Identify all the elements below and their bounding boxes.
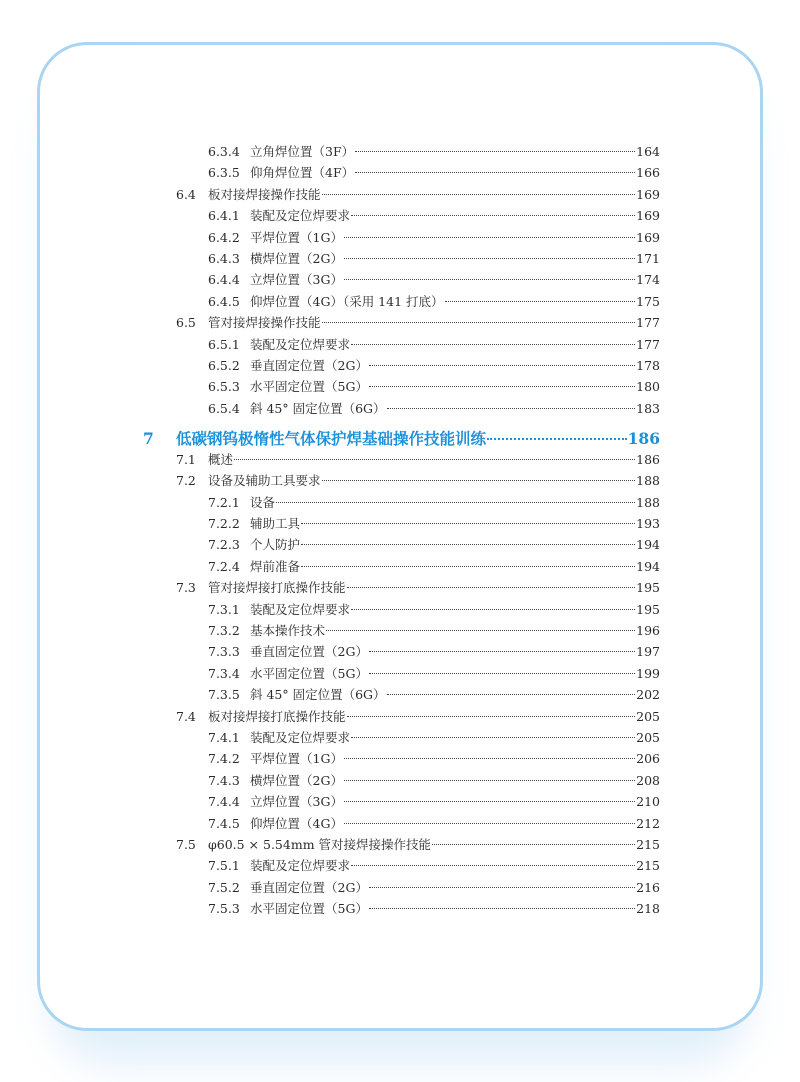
toc-entry[interactable]: [176, 577, 660, 598]
entry-title: 水平固定位置（5G）: [250, 901, 368, 917]
entry-number: 7.4.2: [208, 751, 240, 767]
dot-leader: [369, 908, 635, 909]
page-number: 166: [636, 165, 660, 181]
toc-entry[interactable]: [208, 248, 660, 269]
dot-leader: [347, 587, 636, 588]
entry-title: 横焊位置（2G）: [250, 772, 343, 788]
page-number: 177: [636, 315, 660, 331]
page-number: 195: [636, 580, 660, 596]
page-number: 196: [636, 622, 660, 638]
page-number: 205: [636, 729, 660, 745]
entry-number: 7.3.3: [208, 644, 240, 660]
toc-entry[interactable]: [208, 534, 660, 555]
dot-leader: [322, 480, 636, 481]
entry-title: 装配及定位焊要求: [250, 858, 351, 874]
toc-entry[interactable]: [208, 663, 660, 684]
entry-number: 7: [143, 429, 154, 449]
entry-number: 7.3.2: [208, 622, 240, 638]
page-number: 195: [636, 601, 660, 617]
dot-leader: [351, 215, 635, 216]
toc-entry[interactable]: [208, 513, 660, 534]
entry-number: 7.5.2: [208, 879, 240, 895]
entry-title: 管对接焊接操作技能: [208, 315, 321, 331]
toc-entry[interactable]: [208, 334, 660, 355]
entry-title: 设备及辅助工具要求: [208, 473, 321, 489]
dot-leader: [351, 344, 635, 345]
toc-entry[interactable]: [208, 556, 660, 577]
toc-entry[interactable]: [208, 398, 660, 419]
entry-number: 6.4.3: [208, 251, 240, 266]
dot-leader: [301, 523, 635, 524]
entry-number: 7.2.4: [208, 558, 240, 574]
entry-title: 个人防护: [250, 537, 301, 553]
toc-entry[interactable]: [208, 855, 660, 876]
entry-number: 7.4: [176, 708, 196, 724]
entry-title: 焊前准备: [250, 558, 301, 574]
toc-entry[interactable]: [176, 470, 660, 491]
page-number: 208: [636, 772, 660, 788]
entry-title: 仰角焊位置（4F）: [250, 165, 355, 181]
dot-leader: [369, 365, 635, 366]
entry-title: 立焊位置（3G）: [250, 272, 343, 288]
dot-leader: [344, 801, 635, 802]
dot-leader: [322, 194, 636, 195]
toc-entry[interactable]: [208, 641, 660, 662]
entry-title: 横焊位置（2G）: [250, 251, 343, 266]
entry-number: 7.4.1: [208, 729, 240, 745]
page-number: 205: [636, 708, 660, 724]
entry-title: 平焊位置（1G）: [250, 751, 343, 767]
page-number: 164: [636, 144, 660, 159]
entry-number: 6.5.4: [208, 400, 240, 416]
dot-leader: [344, 258, 635, 259]
entry-number: 7.3.5: [208, 687, 240, 703]
page-number: 194: [636, 558, 660, 574]
toc-entry[interactable]: [208, 898, 660, 919]
page-number: 210: [636, 794, 660, 810]
toc-entry[interactable]: [208, 205, 660, 226]
entry-title: 立角焊位置（3F）: [250, 144, 355, 159]
entry-number: 7.4.3: [208, 772, 240, 788]
toc-entry[interactable]: [176, 312, 660, 333]
page-number: 188: [636, 473, 660, 489]
entry-number: 7.1: [176, 451, 196, 467]
entry-number: 6.3.5: [208, 165, 240, 181]
entry-number: 7.4.5: [208, 815, 240, 831]
toc-entry[interactable]: [208, 599, 660, 620]
dot-leader: [276, 502, 635, 503]
dot-leader: [347, 716, 636, 717]
entry-title: 设备: [250, 494, 276, 510]
page-number: 202: [636, 687, 660, 703]
page-number: 178: [636, 358, 660, 373]
page-number: 193: [636, 515, 660, 531]
toc-entry[interactable]: [208, 291, 660, 312]
entry-title: 低碳钢钨极惰性气体保护焊基础操作技能训练: [176, 429, 487, 449]
dot-leader: [387, 408, 636, 409]
dot-leader: [369, 887, 635, 888]
entry-title: 立焊位置（3G）: [250, 794, 343, 810]
entry-title: 辅助工具: [250, 515, 301, 531]
dot-leader: [355, 151, 635, 152]
entry-title: 平焊位置（1G）: [250, 229, 343, 245]
toc-entry[interactable]: [208, 162, 660, 183]
entry-title: 装配及定位焊要求: [250, 208, 351, 224]
dot-leader: [355, 172, 635, 173]
page-number: 169: [636, 186, 660, 202]
dot-leader: [301, 566, 635, 567]
entry-title: 板对接焊接操作技能: [208, 186, 321, 202]
toc-entry[interactable]: [208, 620, 660, 641]
entry-number: 7.2: [176, 473, 196, 489]
entry-number: 7.3.1: [208, 601, 240, 617]
dot-leader: [344, 237, 635, 238]
dot-leader: [445, 301, 636, 302]
dot-leader: [351, 865, 635, 866]
page-number: 177: [636, 336, 660, 352]
entry-number: 6.3.4: [208, 144, 240, 159]
page-number: 206: [636, 751, 660, 767]
entry-title: 斜 45° 固定位置（6G）: [250, 400, 386, 416]
toc-entry[interactable]: [208, 376, 660, 397]
page-number: 174: [636, 272, 660, 288]
entry-number: 7.3.4: [208, 665, 240, 681]
dot-leader: [344, 758, 635, 759]
dot-leader: [487, 438, 627, 440]
toc-entry[interactable]: [208, 141, 660, 162]
page-number: 186: [636, 451, 660, 467]
toc-entry[interactable]: [208, 269, 660, 290]
page-number: 215: [636, 858, 660, 874]
page-number: 218: [636, 901, 660, 917]
entry-number: 7.2.1: [208, 494, 240, 510]
entry-title: 基本操作技术: [250, 622, 326, 638]
page-number: 180: [636, 379, 660, 395]
entry-number: 7.4.4: [208, 794, 240, 810]
toc-entry[interactable]: [208, 727, 660, 748]
page-number: 171: [636, 251, 660, 266]
entry-title: 装配及定位焊要求: [250, 336, 351, 352]
entry-title: 仰焊位置（4G）（采用 141 打底）: [250, 293, 444, 309]
entry-title: 板对接焊接打底操作技能: [208, 708, 346, 724]
dot-leader: [387, 694, 636, 695]
dot-leader: [344, 780, 635, 781]
toc-entry[interactable]: [176, 834, 660, 855]
entry-title: 装配及定位焊要求: [250, 729, 351, 745]
entry-number: 7.5.3: [208, 901, 240, 917]
page-number: 183: [636, 400, 660, 416]
toc-entry[interactable]: [208, 748, 660, 769]
toc-entry[interactable]: [208, 877, 660, 898]
dot-leader: [351, 737, 635, 738]
page-number: 186: [627, 429, 660, 449]
toc-entry[interactable]: [208, 813, 660, 834]
entry-number: 6.4.5: [208, 293, 240, 309]
page-number: 194: [636, 537, 660, 553]
dot-leader: [344, 279, 635, 280]
entry-number: 6.4.1: [208, 208, 240, 224]
toc-entry[interactable]: [208, 492, 660, 513]
page-number: 215: [636, 836, 660, 852]
entry-number: 7.5.1: [208, 858, 240, 874]
entry-title: φ60.5 × 5.54mm 管对接焊接操作技能: [208, 836, 432, 852]
toc-entry[interactable]: [208, 355, 660, 376]
page-number: 188: [636, 494, 660, 510]
entry-number: 6.4.2: [208, 229, 240, 245]
dot-leader: [234, 459, 635, 460]
dot-leader: [351, 609, 635, 610]
dot-leader: [369, 386, 635, 387]
dot-leader: [301, 544, 635, 545]
page-number: 169: [636, 208, 660, 224]
page-number: 175: [636, 293, 660, 309]
entry-title: 水平固定位置（5G）: [250, 379, 368, 395]
entry-number: 7.2.3: [208, 537, 240, 553]
entry-title: 管对接焊接打底操作技能: [208, 580, 346, 596]
entry-title: 垂直固定位置（2G）: [250, 879, 368, 895]
entry-number: 7.3: [176, 580, 196, 596]
dot-leader: [344, 823, 635, 824]
entry-number: 6.5.2: [208, 358, 240, 373]
toc-entry[interactable]: [176, 184, 660, 205]
entry-number: 7.2.2: [208, 515, 240, 531]
toc-entry[interactable]: [208, 227, 660, 248]
entry-title: 装配及定位焊要求: [250, 601, 351, 617]
dot-leader: [432, 844, 635, 845]
page-number: 169: [636, 229, 660, 245]
page-number: 216: [636, 879, 660, 895]
toc-entry[interactable]: [208, 684, 660, 705]
entry-title: 垂直固定位置（2G）: [250, 358, 368, 373]
entry-title: 仰焊位置（4G）: [250, 815, 343, 831]
entry-number: 6.5.1: [208, 336, 240, 352]
entry-title: 斜 45° 固定位置（6G）: [250, 687, 386, 703]
toc-entry[interactable]: [208, 791, 660, 812]
toc-entry[interactable]: [176, 706, 660, 727]
entry-number: 7.5: [176, 836, 196, 852]
page-number: 212: [636, 815, 660, 831]
dot-leader: [322, 322, 636, 323]
page-number: 199: [636, 665, 660, 681]
entry-title: 垂直固定位置（2G）: [250, 644, 368, 660]
entry-number: 6.5: [176, 315, 196, 331]
entry-number: 6.5.3: [208, 379, 240, 395]
dot-leader: [369, 673, 635, 674]
dot-leader: [369, 651, 635, 652]
entry-title: 水平固定位置（5G）: [250, 665, 368, 681]
page-number: 197: [636, 644, 660, 660]
dot-leader: [326, 630, 635, 631]
toc-entry[interactable]: [208, 770, 660, 791]
entry-number: 6.4.4: [208, 272, 240, 288]
entry-title: 概述: [208, 451, 234, 467]
entry-number: 6.4: [176, 186, 196, 202]
toc-entry[interactable]: [176, 449, 660, 470]
